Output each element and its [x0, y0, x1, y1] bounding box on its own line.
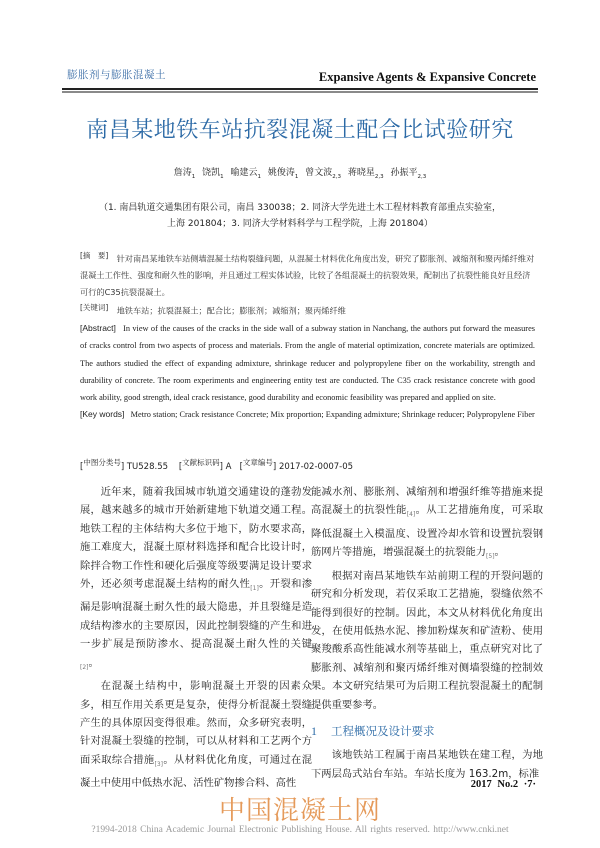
header-rule	[62, 88, 538, 90]
affiliation-line: 上海 201804；3. 同济大学材料科学与工程学院，上海 201804）	[167, 219, 433, 229]
running-header-left: 膨胀剂与膨胀混凝土	[67, 69, 166, 81]
paragraph: 近年来，随着我国城市轨道交通建设的蓬勃发展，越来越多的城市开始新建地下轨道交通工程。地铁工程的主体结构大多位于地下，防水要求高，施工难度大，混凝土原材料选择和配合比设计时，除拌合物工作性和硬化后强度等级要满足设计要求外，还必须考虑混凝土结构的耐久性$_{[1]}$。开裂和渗漏是影响混凝土耐久性的最大隐患，并且裂缝是造成结构渗水的主要原因，因此控制裂缝的产生和进一步扩展是预防渗水、提高混凝土耐久性的关键$_{[2]}$。	[80, 486, 313, 671]
body-column-left	[80, 483, 312, 793]
abstract-cn-text: 针对南昌某地铁车站侧墙混凝土结构裂缝问题，从混凝土材料优化角度出发，研究了膨胀剂、减缩剂和聚丙烯纤维对混凝土工作性、强度和耐久性的影响，并且通过工程实体试验，比较了各组混凝土的抗裂效果，配制出了抗裂性能良好且经济可行的C35抗裂混凝土。	[80, 253, 535, 297]
section-number: 1	[311, 723, 317, 738]
keywords-cn-text: 地铁车站；抗裂混凝土；配合比；膨胀剂；减缩剂；聚丙烯纤维	[116, 305, 346, 316]
author: 曾文波$_{2,3}$	[305, 168, 342, 180]
abstract-cn-body	[80, 248, 535, 300]
author: 喻建云$_1$	[230, 168, 261, 180]
keywords-cn	[80, 300, 535, 319]
author: 孙振平$_{2,3}$	[390, 168, 427, 180]
watermark: 中国混凝土网	[218, 796, 381, 826]
page-number: 2017 No.2 ·7·	[470, 779, 536, 790]
doc-code-label: 文献标识码	[182, 458, 220, 467]
citation[interactable]: [5]	[486, 553, 495, 561]
affiliations	[70, 200, 530, 232]
abstract-cn	[80, 248, 535, 319]
abstract-cn-label: [摘 要]	[80, 251, 109, 260]
keywords-en-label: [Key words]	[80, 409, 125, 420]
article-no-label: 文章编号	[242, 458, 273, 467]
citation[interactable]: [4]	[406, 511, 416, 519]
abstract-en-text: In view of the causes of the cracks in the side wall of a subway station in Nanchang, the authors put forward the measures of cracks control from two aspects of process and materials. From the angle of material optimization, concrete materials are optimized. The authors studied the effect of expanding admixture, shrinkage reducer and polypropylene fiber on the workability, strength and durability of concrete. The room experiments and engineering entity test are conducted. The C35 crack resistance concrete with good work ability, good strength, ideal crack resistance, good durability and economic feasibility was prepared and applied on site.	[80, 324, 535, 403]
author: 蒋晓星$_{2,3}$	[347, 168, 384, 180]
article-no-value: 2017-02-0007-05	[278, 461, 354, 472]
citation[interactable]: [1]	[250, 585, 259, 593]
author: 姚俊涛$_1$	[267, 168, 299, 180]
article-title: 南昌某地铁车站抗裂混凝土配合比试验研究	[86, 118, 514, 143]
keywords-en-text: Metro station; Crack resistance Concrete; Mix proportion; Expanding admixture; Shrinkage reducer; Polypropylene Fiber	[130, 410, 535, 420]
citation[interactable]: [2]	[80, 663, 89, 671]
body-column-right	[311, 483, 543, 783]
author: 詹涛$_1$	[173, 168, 196, 180]
article-meta: [中图分类号] TU528.55 [文献标识码] A [文章编号] 2017-02-0007-05	[80, 458, 354, 472]
abstract-en-body	[80, 320, 535, 406]
affiliation-line: （1. 南昌轨道交通集团有限公司，南昌 330038；2. 同济大学先进土木工程材料教育部重点实验室，	[98, 203, 502, 213]
running-header-right: Expansive Agents & Expansive Concrete	[318, 70, 536, 84]
header-rule-secondary	[62, 91, 538, 93]
copyright-notice: ?1994-2018 China Academic Journal Electronic Publishing House. All rights reserved. http://www.cnki.net	[91, 825, 509, 835]
author-list	[0, 165, 600, 180]
author: 饶凯$_1$	[202, 168, 224, 180]
abstract-en-label: [Abstract]	[80, 323, 116, 333]
section-heading	[311, 722, 543, 740]
clc-label: 中图分类号	[83, 458, 121, 467]
paragraph: 该地铁站工程属于南昌某地铁在建工程，为地下两层岛式站台车站。车站长度为 163.2m，标准	[311, 749, 543, 780]
section-title: 工程概况及设计要求	[331, 723, 435, 738]
paragraph: 在混凝土结构中，影响混凝土开裂的因素众多，相互作用关系更是复杂，使得分析混凝土裂缝产生的具体原因变得很难。然而，众多研究表明，针对混凝土裂缝的控制，可以从材料和工艺两个方面采取综合措施$_{[3]}$。从材料优化角度，可通过在混凝土中使用中低热水泥、活性矿物掺合料、高性	[80, 680, 312, 790]
doc-code-value: A	[225, 461, 232, 472]
abstract-en	[80, 320, 535, 424]
keywords-cn-label: [关键词]	[80, 303, 109, 313]
paragraph: 能减水剂、膨胀剂、减缩剂和增强纤维等措施来提高混凝土的抗裂性能$_{[4]}$。从工艺措施角度，可采取降低混凝土入模温度、设置冷却水管和设置抗裂钢筋网片等措施，增强混凝土的抗裂能力$_{[5]}$。	[311, 486, 544, 561]
citation[interactable]: [3]	[154, 760, 163, 768]
clc-value: TU528.55	[126, 461, 169, 472]
keywords-en	[80, 406, 535, 423]
paragraph: 根据对南昌某地铁车站前期工程的开裂问题的研究和分析发现，若仅采取工艺措施，裂缝依然不能得到很好的控制。因此，本文从材料优化角度出发，在使用低热水泥、掺加粉煤灰和矿渣粉、使用聚羧酸系高性能减水剂等基础上，重点研究对比了膨胀剂、减缩剂和聚丙烯纤维对侧墙裂缝的控制效果。本文研究结果可为后期工程抗裂混凝土的配制提供重要参考。	[311, 569, 543, 711]
